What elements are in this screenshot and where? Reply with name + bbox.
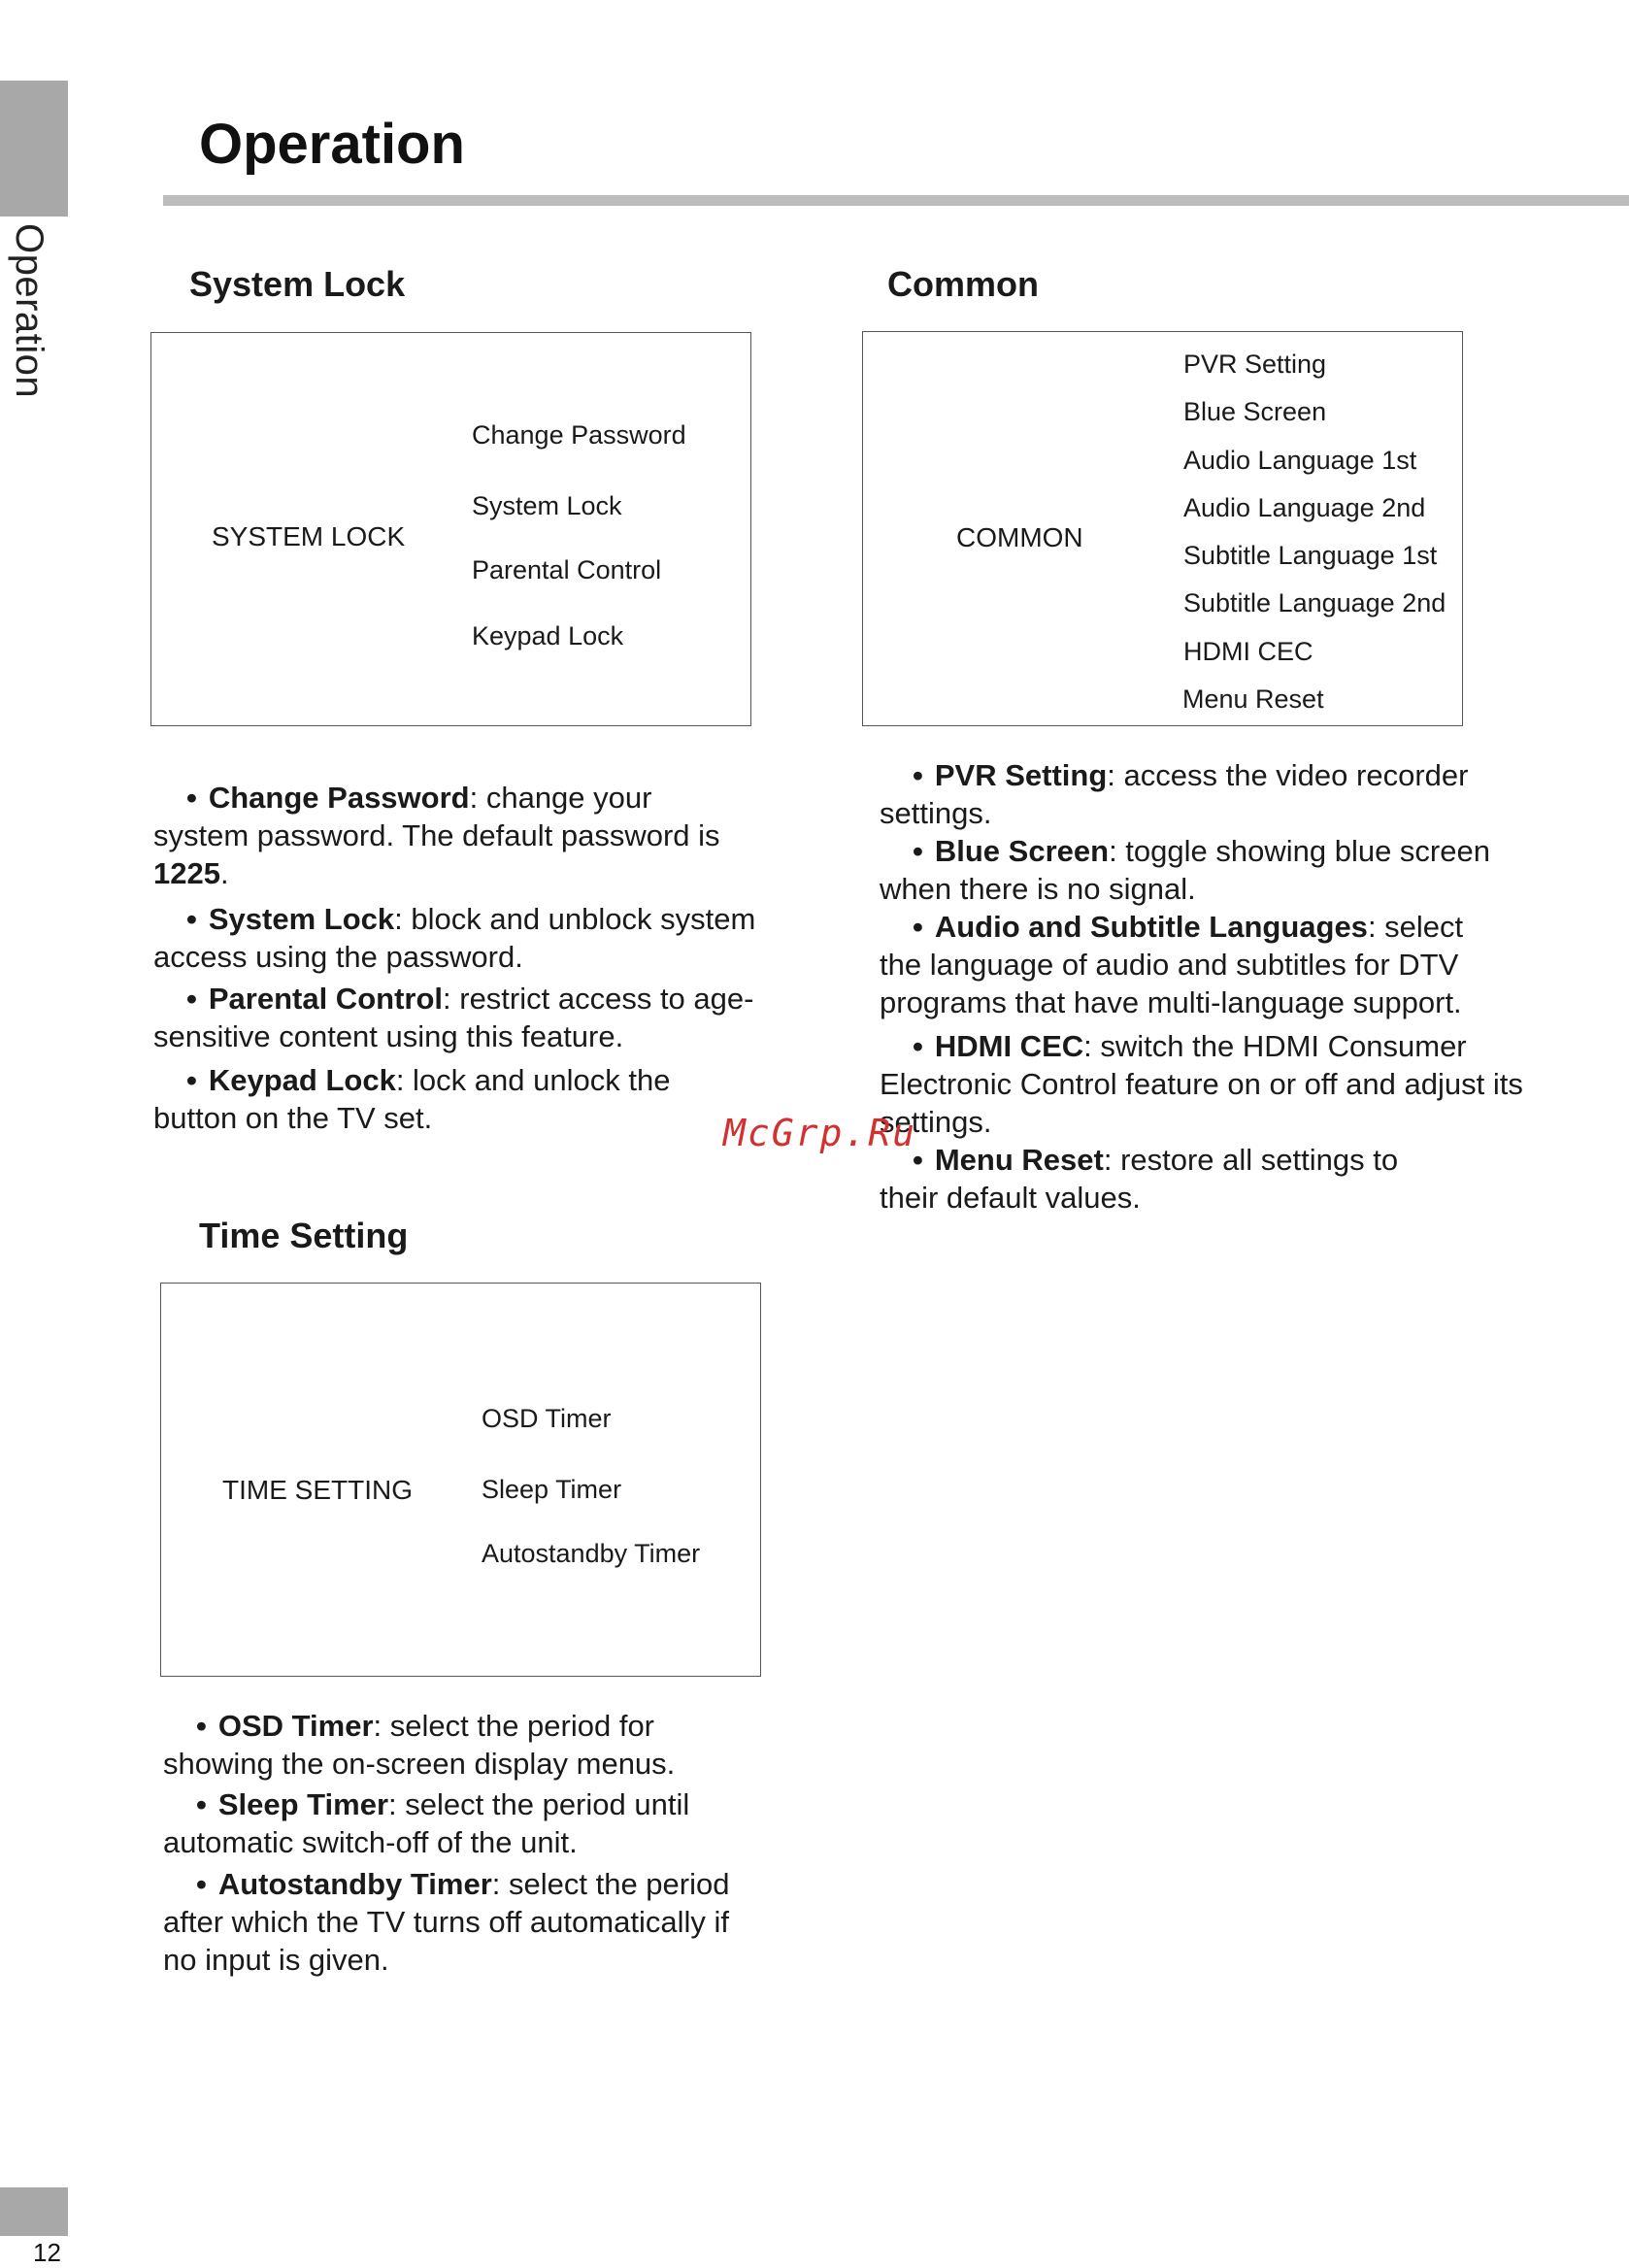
side-tab [0,81,68,217]
common-description [880,756,1579,1217]
system-lock-box-name: SYSTEM LOCK [212,521,406,551]
desc-item: • Parental Control: restrict access to age- sensitive content using this feature. [153,980,804,1055]
time-setting-option: OSD Timer [482,1404,612,1433]
common-option: Subtitle Language 1st [1183,541,1438,570]
side-tab-label: Operation [8,223,50,399]
page-title: Operation [199,113,465,176]
common-box-name: COMMON [956,522,1083,552]
desc-item: • OSD Timer: select the period for showing the on-screen display menus. [163,1707,823,1783]
time-setting-box-name: TIME SETTING [222,1475,413,1505]
common-option: Audio Language 2nd [1183,493,1426,522]
desc-item: • Sleep Timer: select the period until automatic switch-off of the unit. [163,1785,823,1861]
desc-item: • Change Password: change your system password. The default password is 1225. [153,779,804,892]
common-menu-box [862,331,1463,726]
desc-item: • Keypad Lock: lock and unlock the button on the TV set. [153,1061,804,1137]
page-number: 12 [33,2238,61,2267]
common-option: Subtitle Language 2nd [1183,588,1446,617]
desc-item: • Menu Reset: restore all settings to their default values. [880,1141,1579,1217]
system-lock-option: Change Password [472,420,686,450]
system-lock-option: Parental Control [472,555,662,584]
common-option: Menu Reset [1182,684,1324,714]
desc-item: • PVR Setting: access the video recorder settings. [880,756,1579,832]
system-lock-description [153,779,804,1137]
system-lock-option: System Lock [472,491,622,520]
desc-item: • Autostandby Timer: select the period after which the TV turns off automatically if no input is given. [163,1865,823,1979]
desc-item: • HDMI CEC: switch the HDMI Consumer Electronic Control feature on or off and adjust its settings. [880,1027,1579,1141]
common-option: Blue Screen [1183,397,1327,426]
time-setting-option: Sleep Timer [482,1475,622,1504]
watermark-text: McGrp.Ru [723,1112,917,1154]
desc-item: • System Lock: block and unblock system access using the password. [153,900,804,976]
system-lock-heading: System Lock [189,264,406,304]
common-option: PVR Setting [1183,350,1327,379]
common-heading: Common [887,264,1039,304]
time-setting-option: Autostandby Timer [482,1539,701,1568]
time-setting-description [163,1707,823,1979]
system-lock-option: Keypad Lock [472,621,624,650]
time-setting-menu-box [160,1283,761,1677]
title-rule [163,195,1629,206]
time-setting-heading: Time Setting [199,1216,409,1255]
desc-item: • Audio and Subtitle Languages: select the language of audio and subtitles for DTV programs that have multi-language support. [880,908,1579,1021]
footer-tab [0,2187,68,2236]
common-option: HDMI CEC [1183,637,1313,666]
desc-item: • Blue Screen: toggle showing blue screen when there is no signal. [880,832,1579,908]
common-option: Audio Language 1st [1183,446,1417,475]
system-lock-menu-box [150,332,751,726]
